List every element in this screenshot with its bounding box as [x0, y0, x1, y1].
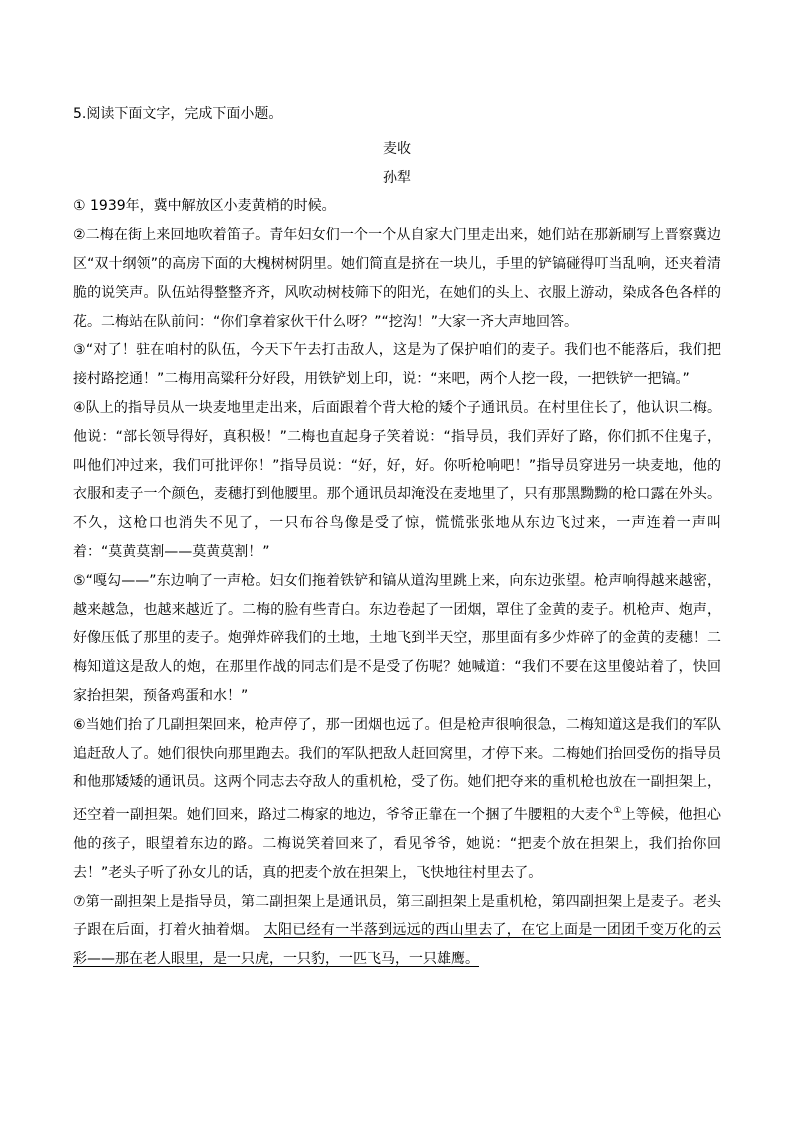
underlined-sentence: 太阳已经有一半落到远远的西山里去了，在它上面是一团团千变万化的云彩——那在老人眼里，是一只虎，一只豹，一匹飞马，一只雄鹰。 [73, 922, 722, 968]
paragraph-7 [73, 888, 721, 974]
article-author: 孙犁 [383, 169, 411, 186]
paragraph-6-text-a: ⑥当她们抬了几副担架回来，枪声停了，那一团烟也远了。但是枪声很响很急，二梅知道这是我们的军队追赶敌人了。她们很快向那里跑去。我们的军队把敌人赶回窝里，才停下来。二梅她们抬回受伤的指导员和他那矮矮的通讯员。这两个同志去夺敌人的重机枪，受了伤。她们把夺来的重机枪也放在一副担架上，还空着一副担架。她们回来，路过二梅家的地边，爷爷正靠在一个捆了牛腰粗的大麦个 [73, 716, 721, 824]
paragraph-7-text: ⑦第一副担架上是指导员，第二副担架上是通讯员，第三副担架上是重机枪，第四副担架上是麦子。老头子跟在后面，打着火抽着烟。 [73, 893, 721, 939]
question-prompt: 5.阅读下面文字，完成下面小题。 [73, 106, 283, 122]
reading-passage [73, 100, 721, 974]
paragraph-6-text-b: 上等候，他担心他的孩子，眼望着东边的路。二梅说笑着回来了，看见爷爷，她说：“把麦个放在担架上，我们抬你回去！”老头子听了孙女儿的话，真的把麦个放在担架上，飞快地往村里去了。 [73, 807, 722, 881]
paragraph-5: ⑤“嘎勾——”东边响了一声枪。妇女们拖着铁铲和镐从道沟里跳上来，向东边张望。枪声响得越来越密，越来越急，也越来越近了。二梅的脸有些青白。东边卷起了一团烟，罩住了金黄的麦子。机枪声、炮声，好像压低了那里的麦子。炮弹炸碎我们的土地，土地飞到半天空，那里面有多少炸碎了的金黄的麦穗！二梅知道这是敌人的炮，在那里作战的同志们是不是受了伤呢？她喊道：“我们不要在这里傻站着了，快回家抬担架，预备鸡蛋和水！” [73, 572, 721, 704]
paragraph-2: ②二梅在街上来回地吹着笛子。青年妇女们一个一个从自家大门里走出来，她们站在那新刷写上晋察冀边区“双十纲领”的高房下面的大槐树树阴里。她们简直是挤在一块儿，手里的铲镐碰得叮当乱响，还夹着清脆的说笑声。队伍站得整整齐齐，风吹动树枝筛下的阳光，在她们的头上、衣服上游动，染成各色各样的花。二梅站在队前问：“你们拿着家伙干什么呀？”“挖沟！”大家一齐大声地回答。 [73, 227, 721, 330]
paragraph-3: ③“对了！驻在咱村的队伍，今天下午去打击敌人，这是为了保护咱们的麦子。我们也不能落后，我们把接村路挖通！”二梅用高粱秆分好段，用铁铲划上印，说：“来吧，两个人挖一段，一把铁铲一把镐。” [73, 342, 721, 388]
footnote-marker: ① [613, 806, 622, 817]
article-title: 麦收 [383, 140, 411, 157]
paragraph-4: ④队上的指导员从一块麦地里走出来，后面跟着个背大枪的矮个子通讯员。在村里住长了，他认识二梅。他说：“部长领导得好，真积极！”二梅也直起身子笑着说：“指导员，我们弄好了路，你们抓不住鬼子，叫他们冲过来，我们可批评你！”指导员说：“好，好，好。你听枪响吧！”指导员穿进另一块麦地，他的衣服和麦子一个颜色，麦穗打到他腰里。那个通讯员却淹没在麦地里了，只有那黑黝黝的枪口露在外头。不久，这枪口也消失不见了，一只布谷鸟像是受了惊，慌慌张张地从东边飞过来，一声连着一声叫着：“莫黄莫割——莫黄莫割！” [73, 399, 721, 560]
paragraph-1: ① 1939年，冀中解放区小麦黄梢的时候。 [73, 198, 336, 215]
paragraph-6 [73, 711, 721, 888]
